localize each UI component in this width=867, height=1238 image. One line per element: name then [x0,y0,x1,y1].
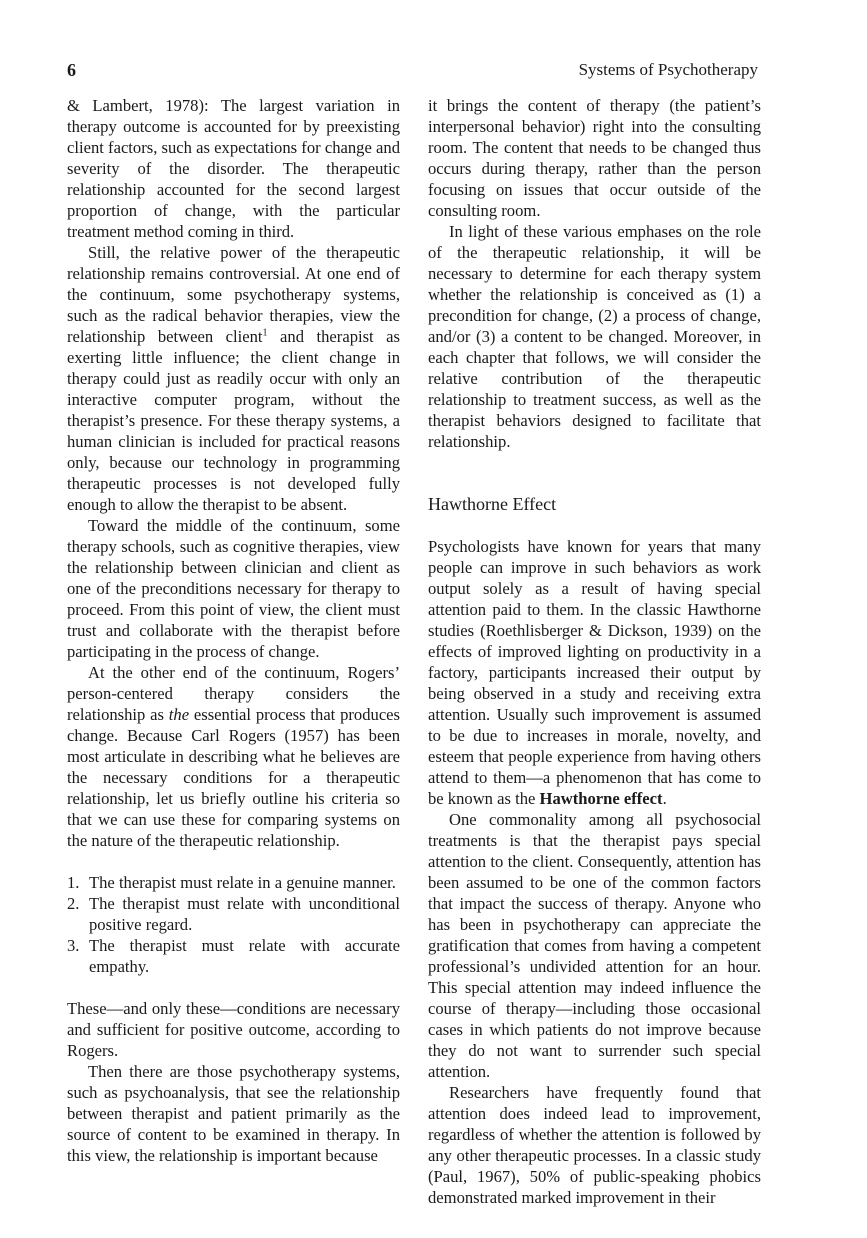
list-number: 2. [67,894,80,913]
paragraph: In light of these various emphases on the role of the therapeutic relationship, it will be necessary to determine for each therapy system whether the relationship is conceived as (1) a precondition for change, (2) a process of change, and/or (3) a content to be changed. Moreover, in each chapter that follows, we will consider the relative contribution of the therapeutic relationship to treatment success, as well as the therapist behaviors designed to facilitate that relationship. [428,222,761,451]
paragraph: it brings the content of therapy (the patient’s interpersonal behavior) right into the consulting room. The content that needs to be changed thus occurs during therapy, rather than the person focusing on issues that occur outside of the consulting room. [428,96,761,220]
list-item [67,872,400,893]
paragraph-text: Psychologists have known for years that many people can improve in such behaviors as work output solely as a result of having special attention paid to them. In the classic Hawthorne studies (Roethlisberger & Dickson, 1939) on the effects of improved lighting on productivity in a factory, participants increased their output by being observed in a study and receiving extra attention. Usually such improvement is assumed to be due to increases in morale, novelty, and esteem that people experience from having others attend to them—a phenomenon that has come to be known as the [428,537,761,808]
right-column [428,95,761,1208]
list-text: The therapist must relate with accurate empathy. [89,936,400,976]
paragraph-text: and therapist as exerting little influence; the client change in therapy could just as readily occur with only an interactive computer program, without the therapist’s presence. For these therapy systems, a human clinician is included for practical reasons only, because our technology in programming therapeutic processes is not developed fully enough to allow the therapist to be absent. [67,327,401,514]
paragraph-text: . [662,789,667,808]
list-number: 3. [67,936,80,955]
list-text: The therapist must relate with unconditional positive regard. [89,894,400,934]
list-text: The therapist must relate in a genuine manner. [89,873,396,892]
running-head: Systems of Psychotherapy [578,60,758,79]
paragraph: These—and only these—conditions are necessary and sufficient for positive outcome, according to Rogers. [67,999,400,1060]
paragraph [67,662,400,851]
paragraph: Toward the middle of the continuum, some therapy schools, such as cognitive therapies, view the relationship between clinician and client as one of the preconditions necessary for therapy to proceed. From this point of view, the client must trust and collaborate with the therapist before participating in the process of change. [67,516,400,661]
list-item [67,935,400,977]
left-column [67,95,400,1166]
list-number: 1. [67,873,80,892]
emphasis: the [168,705,190,724]
paragraph-text: essential process that produces change. Because Carl Rogers (1957) has been most articulate in describing what he believes are the necessary conditions for a therapeutic relationship, let us briefly outline his criteria so that we can use these for comparing systems on the nature of the therapeutic relationship. [67,705,401,850]
key-term: Hawthorne effect [539,789,663,808]
section-heading: Hawthorne Effect [428,494,557,514]
paragraph: Researchers have frequently found that attention does indeed lead to improvement, regardless of whether the attention is followed by any other therapeutic processes. In a classic study (Paul, 1967), 50% of public-speaking phobics demonstrated marked improvement in their [428,1083,761,1207]
paragraph-text: At the other end of the continuum, Rogers’ person-centered therapy considers the relationship as [67,663,400,724]
paragraph: & Lambert, 1978): The largest variation in therapy outcome is accounted for by preexisting client factors, such as expectations for change and severity of the disorder. The therapeutic relationship accounted for the second largest proportion of change, with the particular treatment method coming in third. [67,96,400,241]
page-number: 6 [67,60,76,80]
paragraph [67,242,400,515]
list-item [67,893,400,935]
rogers-criteria-list [67,872,400,977]
paragraph: One commonality among all psychosocial treatments is that the therapist pays special attention to the client. Consequently, attention has been assumed to be one of the common factors that impact the success of therapy. Anyone who has been in psychotherapy can appreciate the gratification that comes from having a competent professional’s undivided attention for an hour. This special attention may indeed influence the course of therapy—including those occasional cases in which patients do not improve because they do not want to surrender such special attention. [428,810,761,1081]
footnote-marker[interactable]: 1 [262,327,268,339]
paragraph-text: Still, the relative power of the therapeutic relationship remains controversial. At one end of the continuum, some psychotherapy systems, such as the radical behavior therapies, view the relationship between client [67,243,400,346]
paragraph: Then there are those psychotherapy systems, such as psychoanalysis, that see the relationship between therapist and patient primarily as the source of content to be examined in therapy. In this view, the relationship is important because [67,1062,400,1165]
paragraph [428,536,761,809]
